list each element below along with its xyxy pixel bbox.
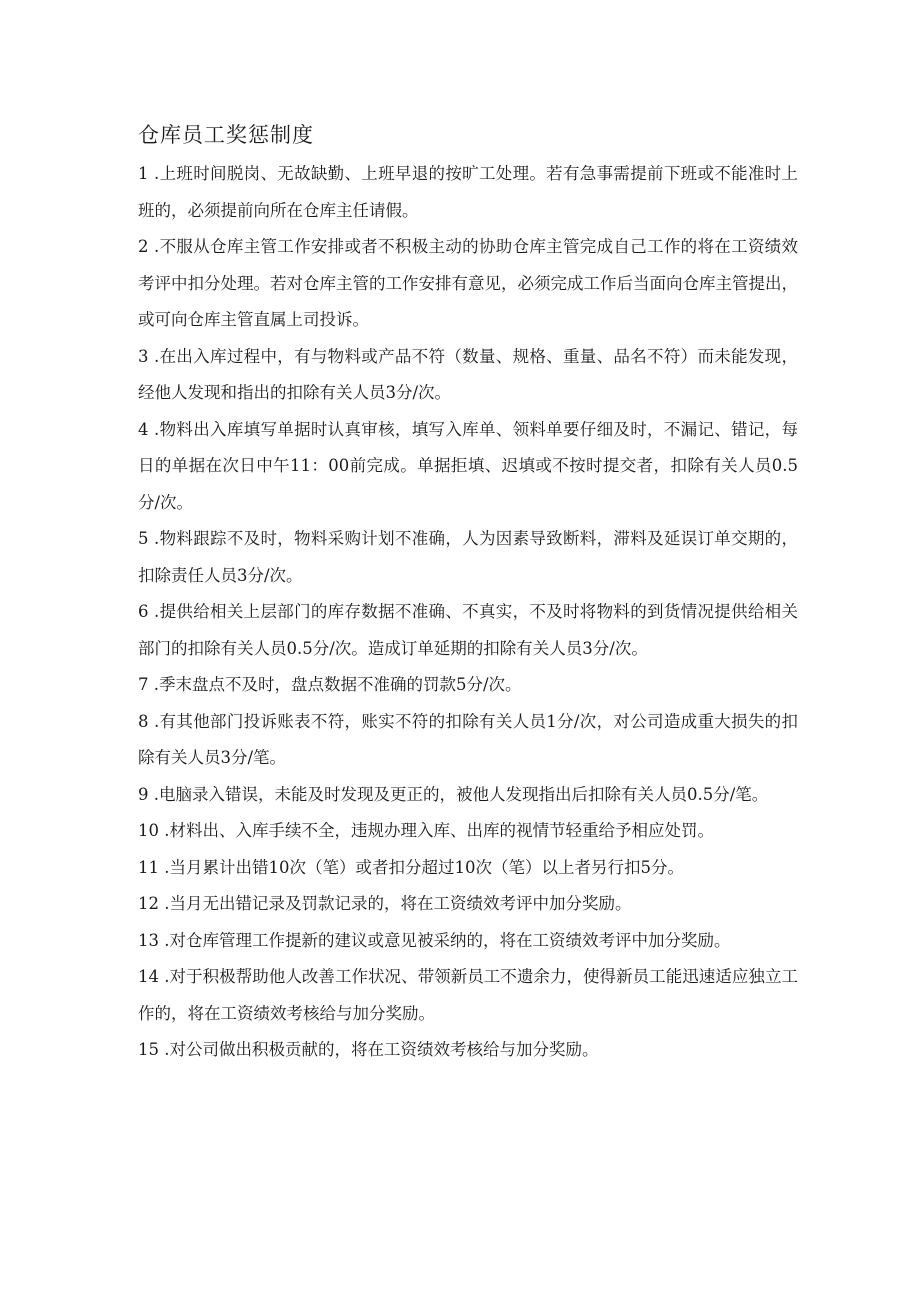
rule-item-12: 12 .当月无出错记录及罚款记录的，将在工资绩效考评中加分奖励。 — [138, 894, 632, 913]
rule-item-11: 11 .当月累计出错10次（笔）或者扣分超过10次（笔）以上者另行扣5分。 — [138, 857, 684, 877]
document-title: 仓库员工奖惩制度 — [138, 123, 314, 147]
rule-item-1: 1 .上班时间脱岗、无故缺勤、上班早退的按旷工处理。若有急事需提前下班或不能准时上班的，必须提前向所在仓库主任请假。 — [138, 164, 798, 220]
rule-item-2: 2 .不服从仓库主管工作安排或者不积极主动的协助仓库主管完成自己工作的将在工资绩效考评中扣分处理。若对仓库主管的工作安排有意见，必须完成工作后当面向仓库主管提出，或可向仓库主管直属上司投诉。 — [138, 237, 798, 329]
rule-item-8: 8 .有其他部门投诉账表不符，账实不符的扣除有关人员1分/次，对公司造成重大损失的扣除有关人员3分/笔。 — [138, 711, 798, 767]
rule-item-5: 5 .物料跟踪不及时，物料采购计划不准确，人为因素导致断料，滞料及延误订单交期的，扣除责任人员3分/次。 — [138, 529, 798, 585]
rule-item-6: 6 .提供给相关上层部门的库存数据不准确、不真实，不及时将物料的到货情况提供给相关部门的扣除有关人员0.5分/次。造成订单延期的扣除有关人员3分/次。 — [138, 602, 798, 658]
rule-item-15: 15 .对公司做出积极贡献的，将在工资绩效考核给与加分奖励。 — [138, 1040, 599, 1059]
rule-item-14: 14 .对于积极帮助他人改善工作状况、带领新员工不遗余力，使得新员工能迅速适应独立工作的，将在工资绩效考核给与加分奖励。 — [138, 967, 798, 1023]
rule-item-10: 10 .材料出、入库手续不全，违规办理入库、出库的视情节轻重给予相应处罚。 — [138, 821, 714, 840]
rule-item-13: 13 .对仓库管理工作提新的建议或意见被采纳的，将在工资绩效考评中加分奖励。 — [138, 930, 731, 950]
document-page — [138, 118, 798, 1069]
rule-item-7: 7 .季末盘点不及时，盘点数据不准确的罚款5分/次。 — [138, 675, 522, 694]
rule-item-4: 4 .物料出入库填写单据时认真审核，填写入库单、领料单要仔细及时，不漏记、错记，每日的单据在次日中午11：00前完成。单据拒填、迟填或不按时提交者，扣除有关人员0.5分/次。 — [138, 419, 798, 512]
rule-item-3: 3 .在出入库过程中，有与物料或产品不符（数量、规格、重量、品名不符）而未能发现，经他人发现和指出的扣除有关人员3分/次。 — [138, 346, 798, 402]
rule-item-9: 9 .电脑录入错误，未能及时发现及更正的，被他人发现指出后扣除有关人员0.5分/笔。 — [138, 784, 769, 804]
